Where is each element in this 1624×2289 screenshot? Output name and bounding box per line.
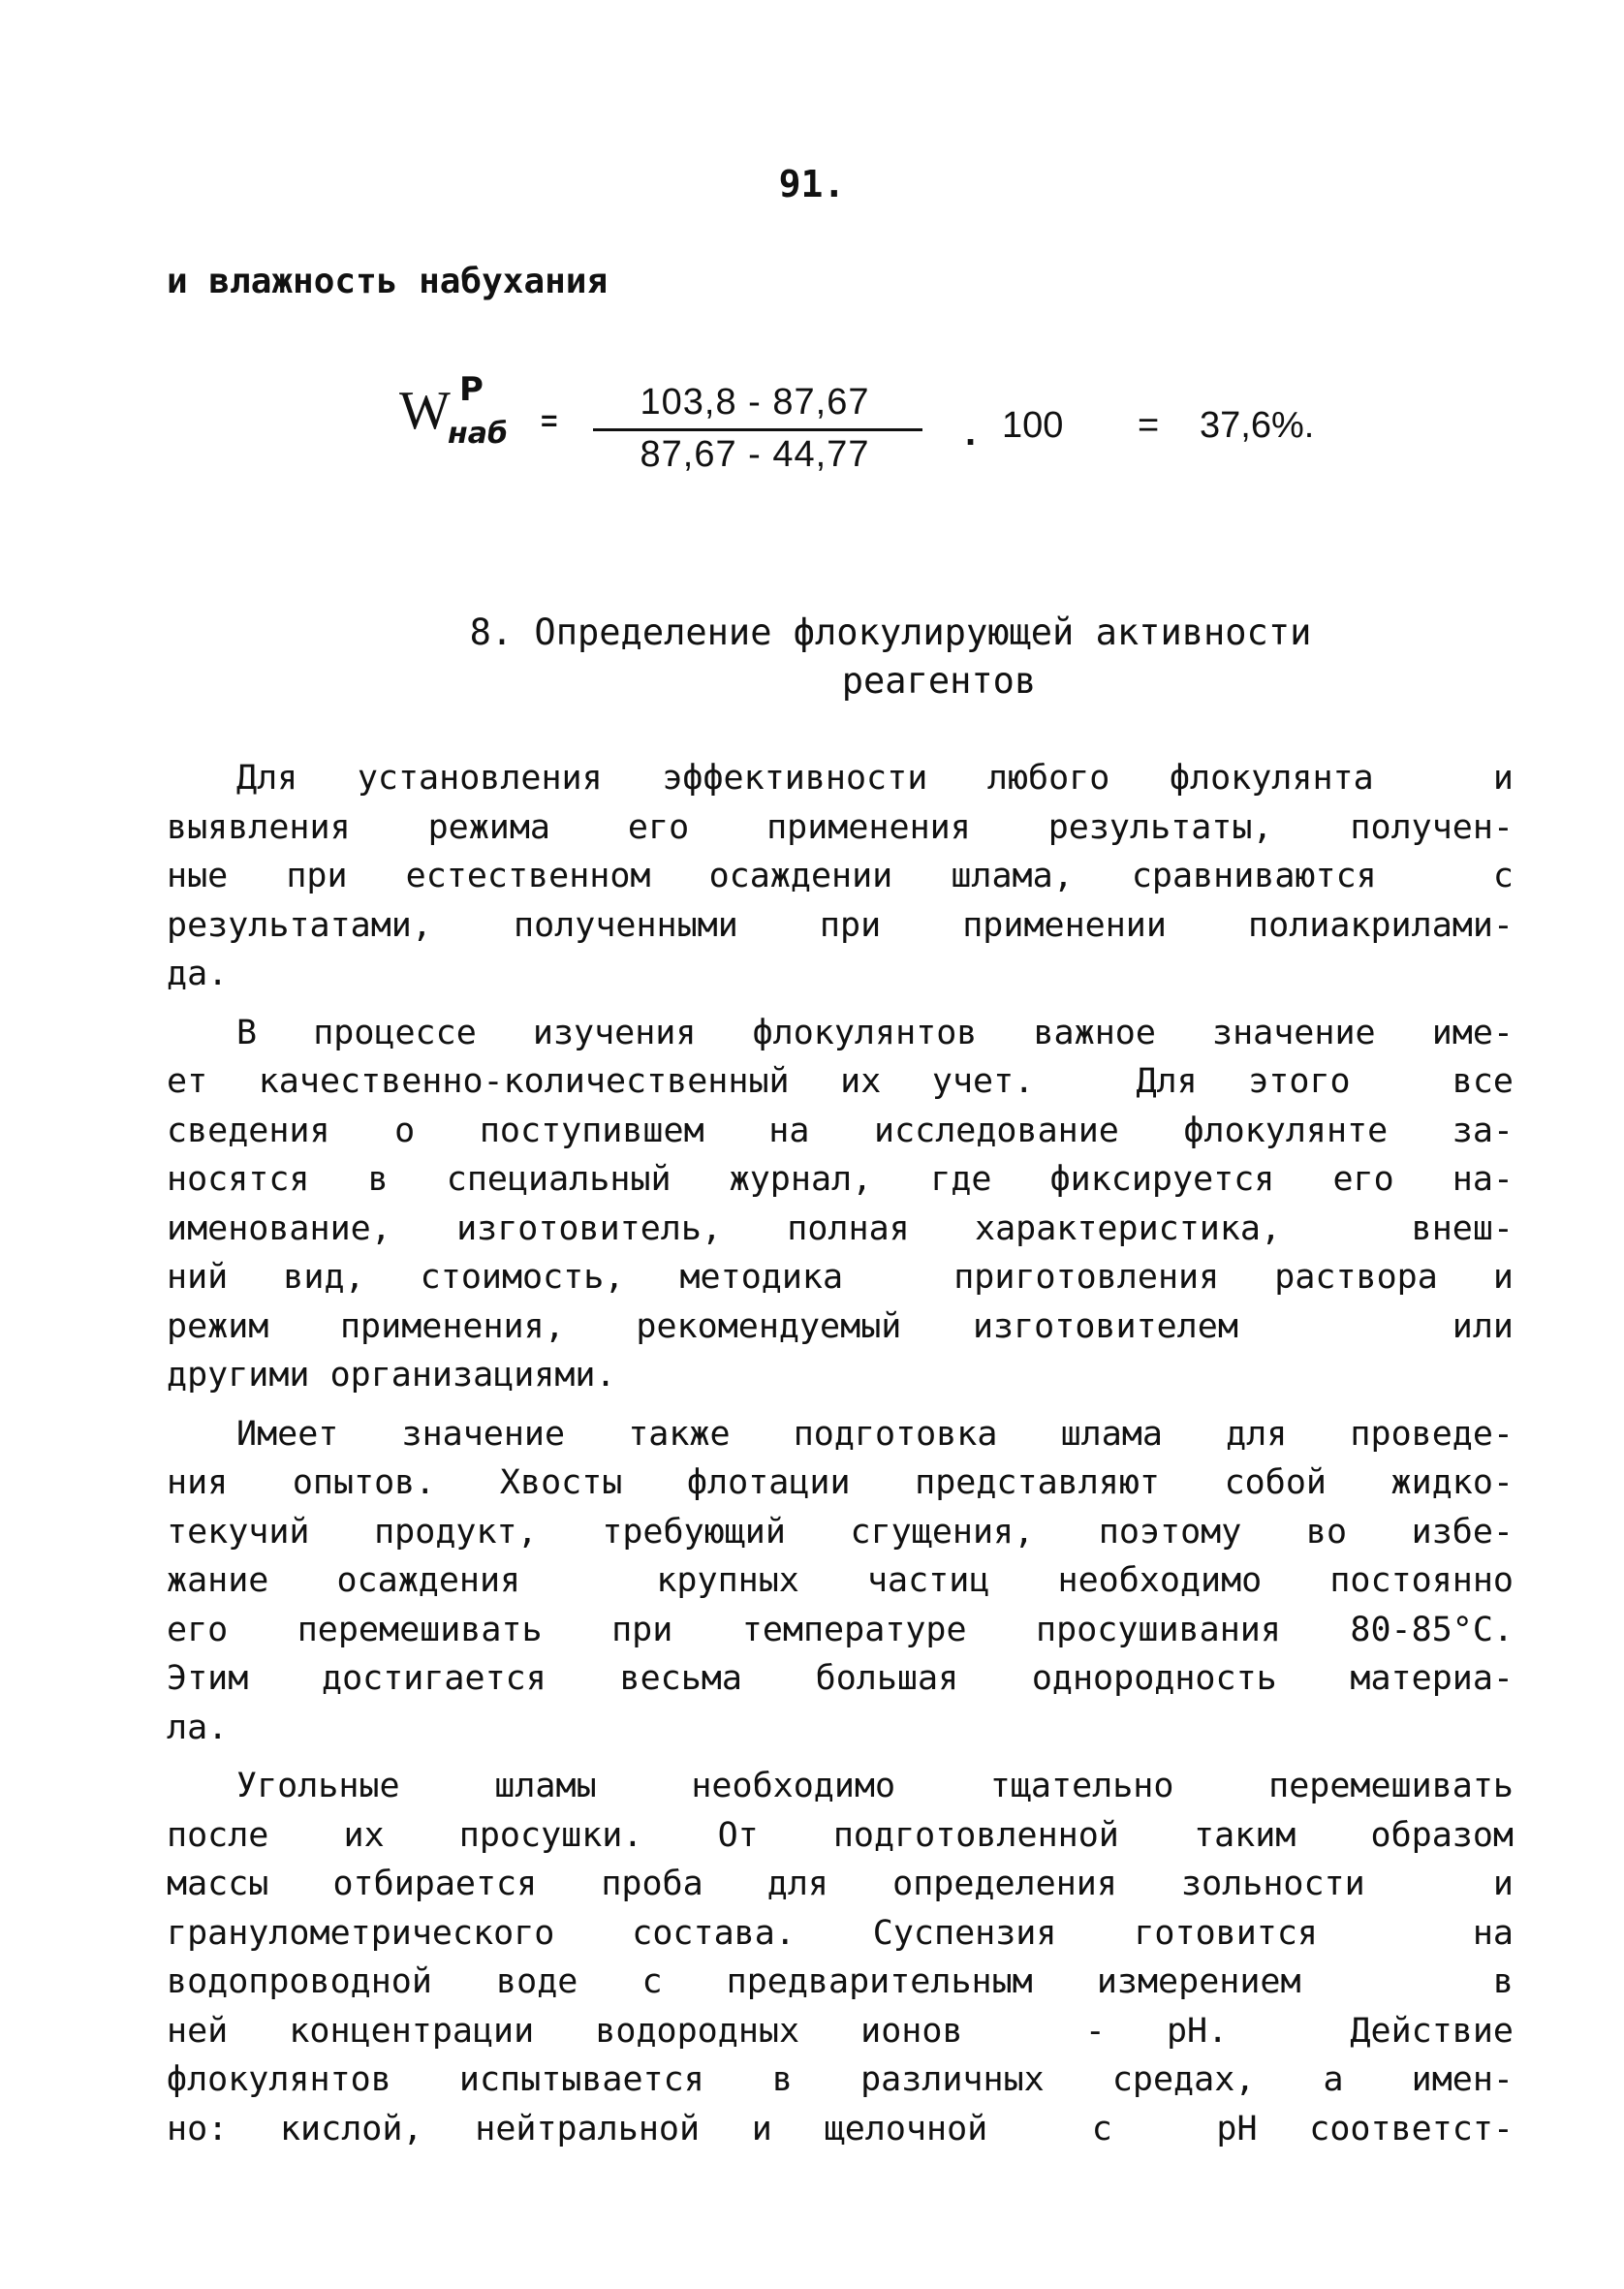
text-line: ные при естественном осаждении шлама, сравниваются с: [167, 857, 1514, 895]
text-line: флокулянтов испытывается в различных средах, а имен-: [167, 2060, 1514, 2099]
section-title-line-1: 8. Определение флокулирующей активности: [469, 611, 1312, 653]
text-line: да.: [167, 955, 229, 993]
text-line: результатами, полученными при применении полиакрилами-: [167, 905, 1514, 945]
formula-result: 37,6%.: [1200, 405, 1315, 446]
text-line: ет качественно-количественный их учет. Для этого все: [167, 1062, 1514, 1101]
text-line: его перемешивать при температуре просушивания 80-85°С.: [167, 1610, 1514, 1649]
text-line: носятся в специальный журнал, где фиксируется его на-: [167, 1160, 1514, 1199]
paragraph-1: [167, 754, 1514, 999]
formula-denominator: 87,67 - 44,77: [640, 434, 870, 475]
formula-multiplier: 100: [1002, 405, 1064, 446]
text-line: другими организациями.: [167, 1356, 616, 1395]
text-line: именование, изготовитель, полная характеристика, внеш-: [167, 1208, 1514, 1248]
formula-equals-sign: =: [541, 405, 558, 437]
text-line: ней концентрации водородных ионов - рН. Действие: [167, 2011, 1514, 2051]
text-line: массы отбирается проба для определения зольности и: [167, 1865, 1514, 1903]
paragraph-3: [167, 1410, 1514, 1753]
text-line: после их просушки. От подготовленной таким образом: [167, 1815, 1514, 1855]
text-line: ла.: [167, 1708, 229, 1747]
formula-symbol: W: [399, 381, 451, 441]
text-line: водопроводной воде с предварительным измерением в: [167, 1962, 1514, 2001]
text-line: В процессе изучения флокулянтов важное значение име-: [236, 1013, 1514, 1052]
text-line: но: кислой, нейтральной и щелочной с рН соответст-: [167, 2109, 1514, 2148]
text-line: ний вид, стоимость, методика приготовления раствора и: [167, 1258, 1514, 1297]
formula-numerator: 103,8 - 87,67: [640, 382, 870, 423]
body-text: [167, 754, 1514, 2163]
section-heading: [0, 609, 1624, 706]
text-line: гранулометрического состава. Суспензия готовится на: [167, 1913, 1514, 1953]
text-line: Этим достигается весьма большая однородность материа-: [167, 1659, 1514, 1698]
formula-equals-sign-2: =: [1138, 405, 1160, 446]
formula-multiply-dot: .: [965, 411, 977, 454]
paragraph-4: [167, 1762, 1514, 2153]
text-line: режим применения, рекомендуемый изготовителем или: [167, 1306, 1514, 1346]
text-line: сведения о поступившем на исследование флокулянте за-: [167, 1111, 1514, 1150]
text-line: Имеет значение также подготовка шлама для проведе-: [236, 1414, 1514, 1454]
section-title-line-2: реагентов: [841, 660, 1037, 702]
text-line: Угольные шламы необходимо тщательно перемешивать: [236, 1767, 1514, 1805]
formula-superscript: P: [459, 370, 484, 409]
text-line: жание осаждения крупных частиц необходимо постоянно: [167, 1561, 1514, 1600]
formula-subscript: наб: [448, 417, 508, 451]
text-line: Для установления эффективности любого флокулянта и: [236, 759, 1514, 798]
text-line: текучий продукт, требующий сгущения, поэтому во избе-: [167, 1512, 1514, 1552]
text-line: выявления режима его применения результаты, получен-: [167, 807, 1514, 847]
fraction-bar: [593, 428, 922, 431]
swelling-moisture-formula: [399, 370, 1359, 486]
intro-text: и влажность набухания: [167, 262, 609, 301]
text-line: ния опытов. Хвосты флотации представляют собой жидко-: [167, 1463, 1514, 1502]
paragraph-2: [167, 1009, 1514, 1400]
page-number: 91.: [778, 163, 846, 205]
